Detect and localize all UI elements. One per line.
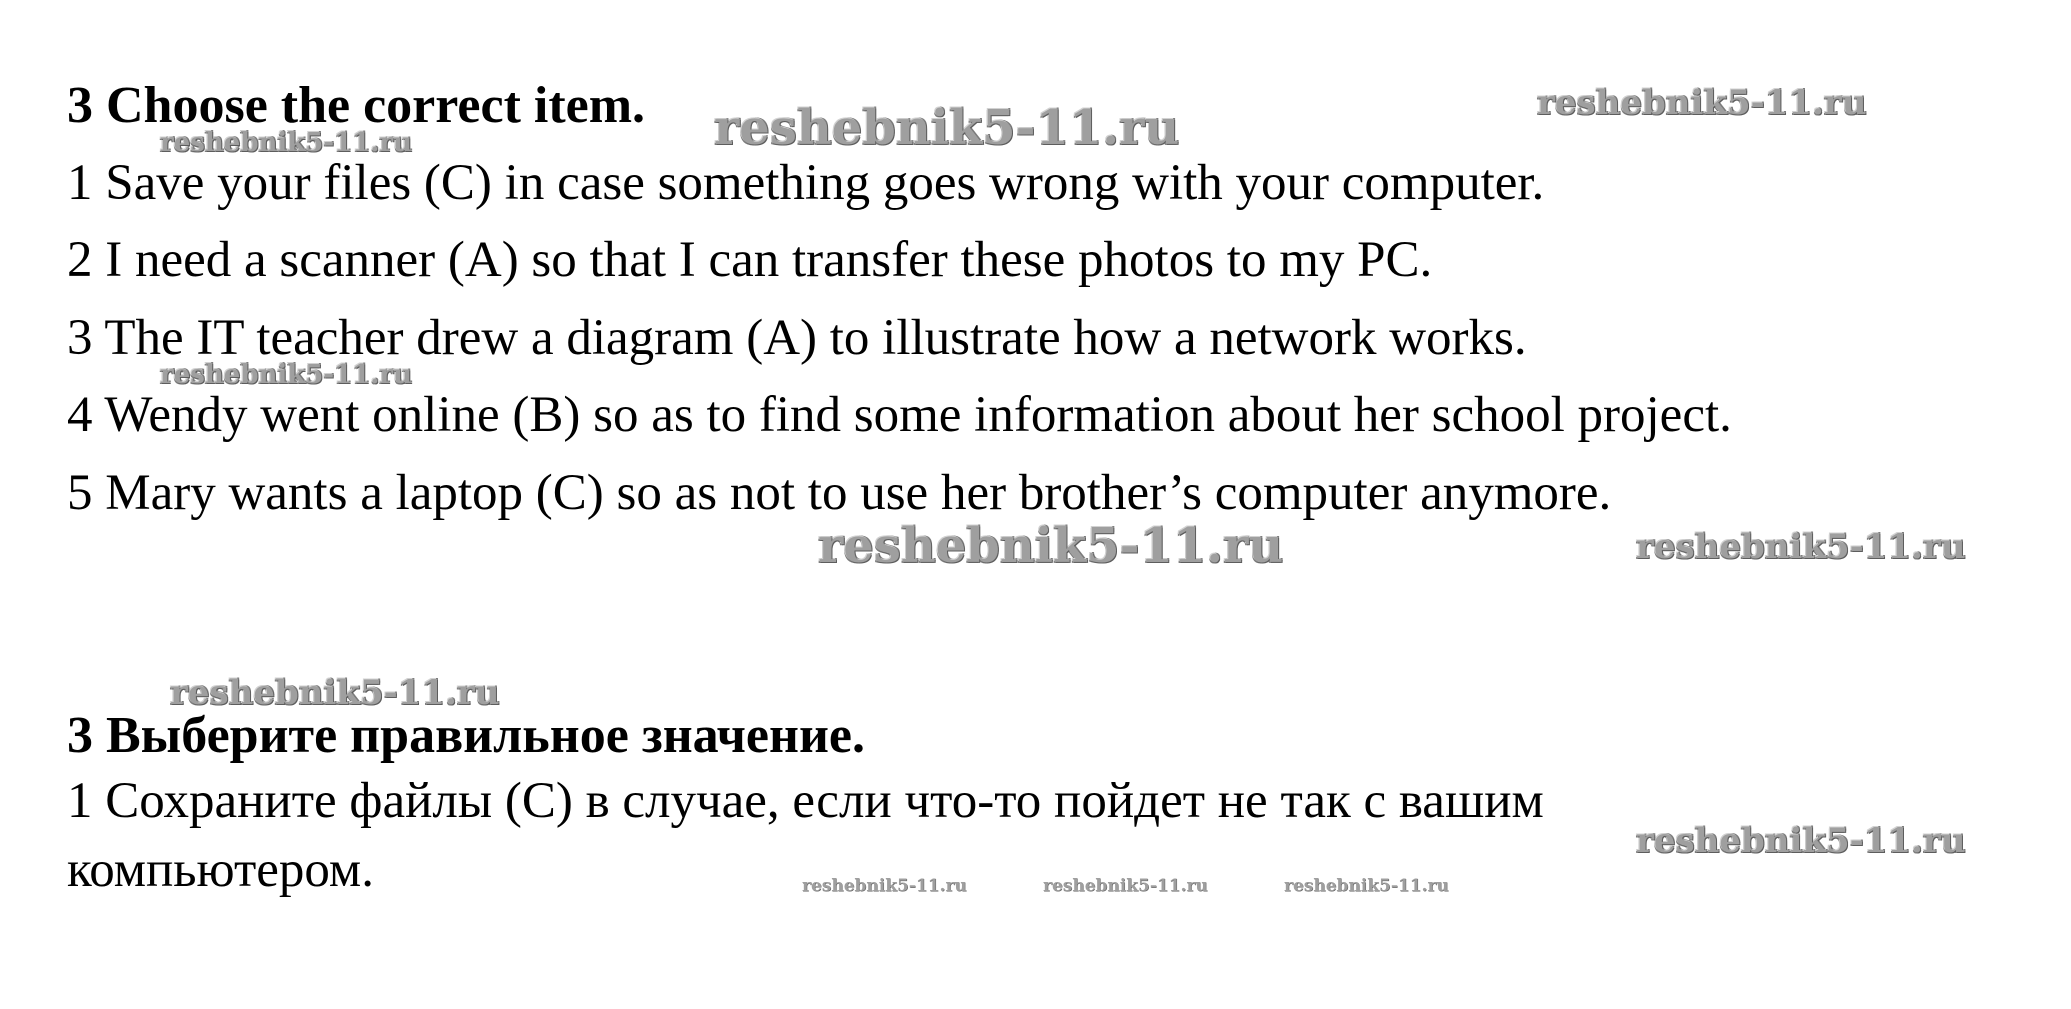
english-answer-4: 4 Wendy went online (B) so as to find some information about her school project. (67, 387, 1732, 443)
watermark: reshebnik5-11.ru (802, 876, 967, 896)
english-answer-3: 3 The IT teacher drew a diagram (A) to illustrate how a network works. (67, 310, 1527, 366)
watermark: reshebnik5-11.ru (160, 360, 413, 390)
english-heading: 3 Choose the correct item. (67, 77, 646, 134)
russian-answer-1-continued: компьютером. (67, 842, 374, 898)
russian-answer-1: 1 Сохраните файлы (C) в случае, если что-то пойдет не так с вашим (67, 773, 1544, 829)
watermark: reshebnik5-11.ru (818, 518, 1284, 574)
english-answer-1: 1 Save your files (C) in case something goes wrong with your computer. (67, 155, 1545, 211)
english-answer-2: 2 I need a scanner (A) so that I can transfer these photos to my PC. (67, 232, 1433, 288)
english-answer-5: 5 Mary wants a laptop (C) so as not to use her brother’s computer anymore. (67, 465, 1612, 521)
watermark: reshebnik5-11.ru (714, 100, 1180, 156)
russian-heading: 3 Выберите правильное значение. (67, 707, 866, 764)
watermark: reshebnik5-11.ru (1636, 527, 1966, 567)
watermark: reshebnik5-11.ru (1043, 876, 1208, 896)
watermark: reshebnik5-11.ru (160, 128, 413, 158)
watermark: reshebnik5-11.ru (1284, 876, 1449, 896)
watermark: reshebnik5-11.ru (1636, 821, 1966, 861)
watermark: reshebnik5-11.ru (1537, 83, 1867, 123)
watermark: reshebnik5-11.ru (170, 673, 500, 713)
